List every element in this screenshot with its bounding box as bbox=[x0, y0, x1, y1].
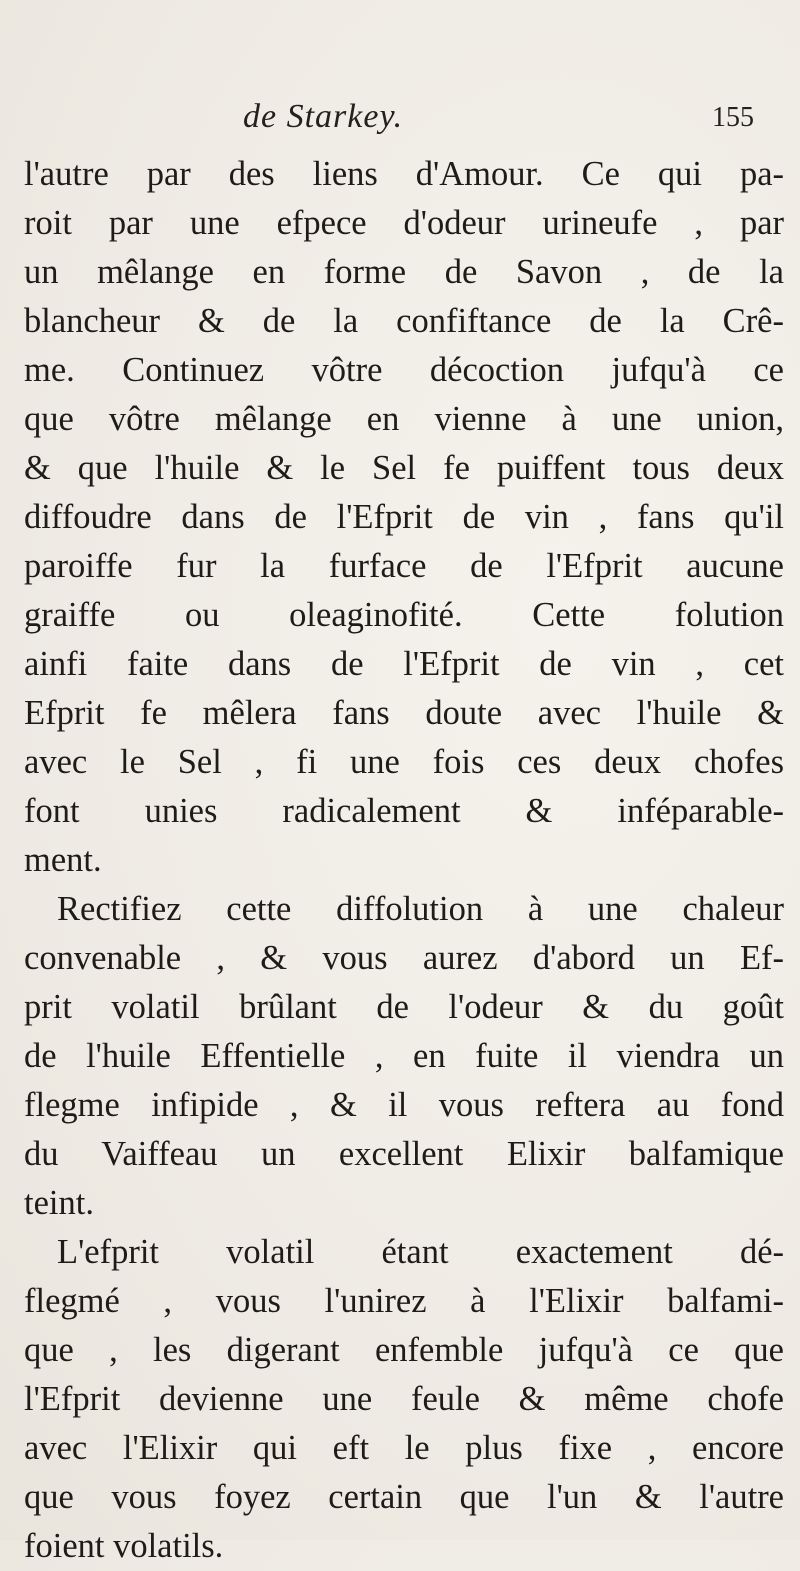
text-line: me. Continuez vôtre décoction jufqu'à ce bbox=[24, 351, 784, 389]
text-line: l'Efprit devienne une feule & même chofe bbox=[24, 1380, 784, 1418]
text-line: flegme infipide , & il vous reftera au fond bbox=[24, 1086, 784, 1124]
text-line: L'efprit volatil étant exactement dé- bbox=[57, 1233, 784, 1271]
text-line: prit volatil brûlant de l'odeur & du goût bbox=[24, 988, 784, 1026]
text-line: un mêlange en forme de Savon , de la bbox=[24, 253, 784, 291]
text-line: blancheur & de la confiftance de la Crê- bbox=[24, 302, 784, 340]
text-line: diffoudre dans de l'Efprit de vin , fans qu'il bbox=[24, 498, 784, 536]
text-line: & que l'huile & le Sel fe puiffent tous deux bbox=[24, 449, 784, 487]
text-line: foient volatils. bbox=[24, 1527, 224, 1565]
text-line: que , les digerant enfemble jufqu'à ce que bbox=[24, 1331, 784, 1369]
text-line: que vôtre mêlange en vienne à une union, bbox=[24, 400, 784, 438]
text-line: avec l'Elixir qui eft le plus fixe , encore bbox=[24, 1429, 784, 1467]
running-head bbox=[0, 98, 800, 138]
running-head-title: de Starkey. bbox=[243, 98, 404, 135]
text-line: graiffe ou oleaginofité. Cette folution bbox=[24, 596, 784, 634]
text-line: du Vaiffeau un excellent Elixir balfamique bbox=[24, 1135, 784, 1173]
text-line: avec le Sel , fi une fois ces deux chofes bbox=[24, 743, 784, 781]
text-line: l'autre par des liens d'Amour. Ce qui pa- bbox=[24, 155, 784, 193]
text-line: roit par une efpece d'odeur urineufe , par bbox=[24, 204, 784, 242]
page-number: 155 bbox=[712, 102, 754, 133]
text-line: font unies radicalement & inféparable- bbox=[24, 792, 784, 830]
body-text bbox=[24, 150, 784, 1571]
text-line: ment. bbox=[24, 841, 102, 879]
text-line: flegmé , vous l'unirez à l'Elixir balfami- bbox=[24, 1282, 784, 1320]
text-line: convenable , & vous aurez d'abord un Ef- bbox=[24, 939, 784, 977]
text-line: Efprit fe mêlera fans doute avec l'huile & bbox=[24, 694, 784, 732]
text-line: de l'huile Effentielle , en fuite il viendra un bbox=[24, 1037, 784, 1075]
text-line: ainfi faite dans de l'Efprit de vin , cet bbox=[24, 645, 784, 683]
text-line: Rectifiez cette diffolution à une chaleur bbox=[57, 890, 784, 928]
text-line: que vous foyez certain que l'un & l'autre bbox=[24, 1478, 784, 1516]
text-line: paroiffe fur la furface de l'Efprit aucune bbox=[24, 547, 784, 585]
text-line: teint. bbox=[24, 1184, 94, 1222]
